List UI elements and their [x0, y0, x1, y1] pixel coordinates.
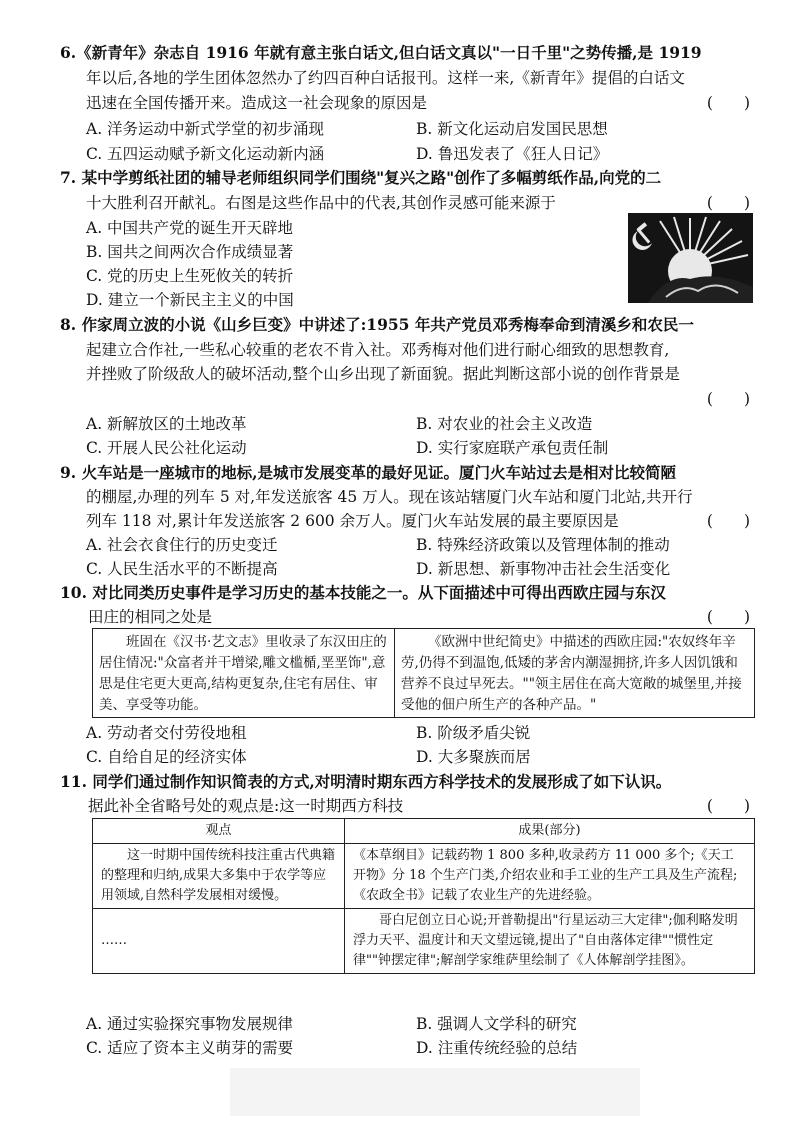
table-cell-results-china: 《本草纲目》记载药物 1 800 多种,收录药方 11 000 多个;《天工开物》分 18 个生产门类,介绍农业和手工业的生产工具及生产流程;《农政全书》记载了农业生产的先进经验。: [345, 844, 755, 909]
q7-answer-paren[interactable]: ( ): [706, 194, 750, 212]
q8-option-c[interactable]: C. 开展人民公社化运动: [86, 439, 247, 457]
q8-option-d[interactable]: D. 实行家庭联产承包责任制: [416, 439, 609, 457]
table-cell-viewpoint-china: 这一时期中国传统科技注重古代典籍的整理和归纳,成果大多集中于农学等应用领域,自然科学发展相对缓慢。: [93, 844, 345, 909]
q6-stem-line-3: [86, 92, 760, 114]
q9-answer-paren[interactable]: ( ): [706, 512, 750, 530]
q8-stem-line-3: 并挫败了阶级敌人的破坏活动,整个山乡出现了新面貌。据此判断这部小说的创作背景是: [86, 365, 680, 383]
q9-stem-text: 列车 118 对,累计年发送旅客 2 600 余万人。厦门火车站发展的最主要原因是: [86, 512, 619, 530]
q6-option-b[interactable]: B. 新文化运动启发国民思想: [416, 120, 608, 138]
q9-option-c[interactable]: C. 人民生活水平的不断提高: [86, 560, 278, 578]
q7-stem-line-2: [86, 192, 760, 214]
table-header-row: [93, 819, 755, 844]
q10-option-a[interactable]: A. 劳动者交付劳役地租: [86, 724, 247, 742]
q8-answer-paren[interactable]: ( ): [706, 390, 750, 408]
q10-stem-line-1: 10. 对比同类历史事件是学习历史的基本技能之一。从下面描述中可得出西欧庄园与东汉: [60, 583, 666, 602]
q10-source-left: 班固在《汉书·艺文志》里收录了东汉田庄的居住情况:"众富者并干增梁,雕文槛楯,垩垩饰",意思是住宅更大更高,结构更复杂,住宅有居住、审美、享受等功能。: [99, 634, 387, 713]
table-cell-viewpoint-ellipsis[interactable]: ……: [93, 909, 345, 974]
q9-option-d[interactable]: D. 新思想、新事物冲击社会生活变化: [416, 560, 671, 578]
q6-option-a[interactable]: A. 洋务运动中新式学堂的初步涌现: [86, 120, 325, 138]
q9-stem-line-3: [86, 510, 760, 532]
q6-stem-text: 迅速在全国传播开来。造成这一社会现象的原因是: [86, 94, 428, 112]
q11-knowledge-table: [92, 818, 755, 974]
footer-blank-area: [230, 1068, 640, 1116]
q6-stem-line-1: 6.《新青年》杂志自 1916 年就有意主张白话文,但白话文真以"一日千里"之势传播,是 1919: [60, 43, 702, 62]
q11-option-b[interactable]: B. 强调人文学科的研究: [416, 1015, 577, 1033]
q7-option-d[interactable]: D. 建立一个新民主主义的中国: [86, 291, 294, 309]
q6-option-d[interactable]: D. 鲁迅发表了《狂人日记》: [416, 145, 609, 163]
q11-answer-paren[interactable]: ( ): [706, 797, 750, 815]
q7-option-a[interactable]: A. 中国共产党的诞生开天辟地: [86, 219, 294, 237]
table-cell-results-west: 哥白尼创立日心说;开普勒提出"行星运动三大定律";伽利略发明浮力天平、温度计和天文望远镜,提出了"自由落体定律""惯性定律""钟摆定律";解剖学家维萨里绘制了《人体解剖学挂图》。: [345, 909, 755, 974]
q10-option-d[interactable]: D. 大多聚族而居: [416, 748, 531, 766]
q8-option-a[interactable]: A. 新解放区的土地改革: [86, 415, 247, 433]
q11-option-a[interactable]: A. 通过实验探究事物发展规律: [86, 1015, 294, 1033]
q11-option-d[interactable]: D. 注重传统经验的总结: [416, 1039, 578, 1057]
q11-stem-text: 据此补全省略号处的观点是:这一时期西方科技: [88, 797, 404, 815]
q10-answer-paren[interactable]: ( ): [706, 608, 750, 626]
q10-option-c[interactable]: C. 自给自足的经济实体: [86, 748, 247, 766]
q11-stem-line-1: 11. 同学们通过制作知识简表的方式,对明清时期东西方科学技术的发展形成了如下认识。: [60, 772, 672, 791]
q7-stem-line-1: 7. 某中学剪纸社团的辅导老师组织同学们围绕"复兴之路"创作了多幅剪纸作品,向党的二: [60, 168, 662, 187]
q6-answer-paren[interactable]: ( ): [706, 94, 750, 112]
q7-option-c[interactable]: C. 党的历史上生死攸关的转折: [86, 267, 294, 285]
q9-option-a[interactable]: A. 社会衣食住行的历史变迁: [86, 536, 278, 554]
q11-stem-line-2: [88, 795, 760, 817]
q9-stem-line-2: 的棚屋,办理的列车 5 对,年发送旅客 45 万人。现在该站辖厦门火车站和厦门北站,共开行: [86, 488, 693, 506]
table-row: [93, 909, 755, 974]
q6-option-c[interactable]: C. 五四运动赋予新文化运动新内涵: [86, 145, 325, 163]
q6-stem-line-2: 年以后,各地的学生团体忽然办了约四百种白话报刊。这样一来,《新青年》提倡的白话文: [86, 69, 685, 87]
table-row: [93, 844, 755, 909]
table-header-viewpoint: 观点: [93, 819, 345, 844]
q9-option-b[interactable]: B. 特殊经济政策以及管理体制的推动: [416, 536, 670, 554]
q11-option-c[interactable]: C. 适应了资本主义萌芽的需要: [86, 1039, 294, 1057]
q10-stem-text: 田庄的相同之处是: [88, 608, 213, 626]
q8-stem-line-2: 起建立合作社,一些私心较重的老农不肯入社。邓秀梅对他们进行耐心细致的思想教育,: [86, 341, 670, 359]
q8-option-b[interactable]: B. 对农业的社会主义改造: [416, 415, 593, 433]
q7-option-b[interactable]: B. 国共之间两次合作成绩显著: [86, 243, 294, 261]
q7-stem-text: 十大胜利召开献礼。右图是这些作品中的代表,其创作灵感可能来源于: [86, 194, 556, 212]
q9-stem-line-1: 9. 火车站是一座城市的地标,是城市发展变革的最好见证。厦门火车站过去是相对比较简陋: [60, 463, 676, 482]
q8-stem-line-1: 8. 作家周立波的小说《山乡巨变》中讲述了:1955 年共产党员邓秀梅奉命到清溪乡和农民一: [60, 315, 694, 334]
q10-option-b[interactable]: B. 阶级矛盾尖锐: [416, 724, 531, 742]
q10-stem-line-2: [88, 606, 760, 628]
q10-source-right: 《欧洲中世纪简史》中描述的西欧庄园:"农奴终年辛劳,仍得不到温饱,低矮的茅舍内潮湿拥挤,许多人因饥饿和营养不良过早死去。""领主居住在高大宽敞的城堡里,并接受他的佃户所生产的各种产品。": [401, 634, 742, 713]
papercut-hammer-sickle-icon: [628, 213, 753, 303]
q10-source-box: [92, 628, 755, 718]
table-header-results: 成果(部分): [345, 819, 755, 844]
